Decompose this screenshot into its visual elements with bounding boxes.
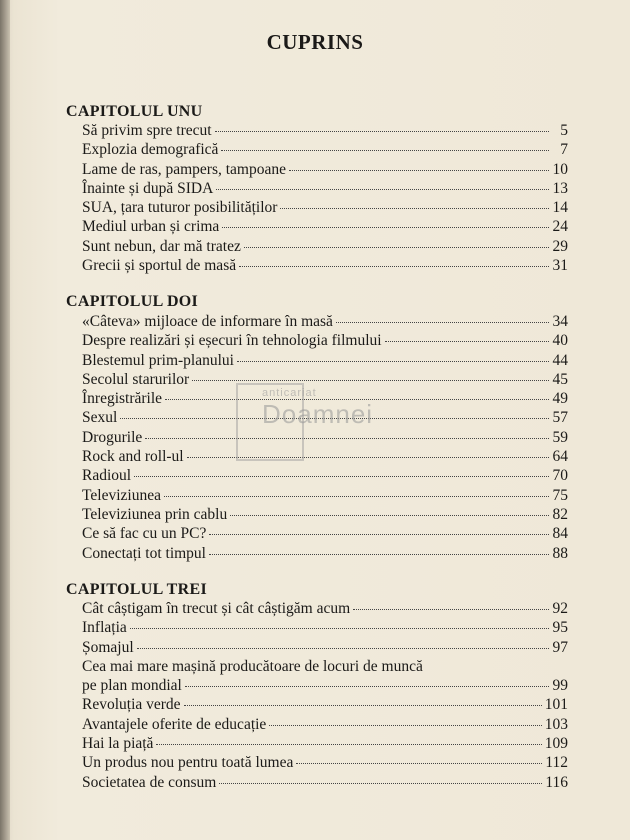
toc-entry xyxy=(82,658,568,677)
dot-leader xyxy=(134,476,549,477)
toc-entry-title: Radioul xyxy=(82,467,132,485)
toc-entry-title: pe plan mondial xyxy=(82,677,182,695)
toc-entry xyxy=(82,161,568,180)
toc-entry-page: 44 xyxy=(552,351,568,369)
toc-entry-page: 49 xyxy=(552,390,568,408)
dot-leader xyxy=(385,341,549,342)
toc-entry-page: 82 xyxy=(552,505,568,523)
page-title: CUPRINS xyxy=(266,30,364,54)
toc-entry xyxy=(82,735,568,754)
toc-entry xyxy=(82,238,568,257)
toc-entry-title: Înregistrările xyxy=(82,390,163,408)
dot-leader xyxy=(137,648,549,649)
toc-entry-page: 92 xyxy=(552,600,568,617)
toc-entry-title: Conectați tot timpul xyxy=(82,544,206,562)
dot-leader xyxy=(296,763,542,764)
dot-leader xyxy=(156,744,541,745)
toc-entry-page: 59 xyxy=(552,428,568,446)
toc-entry-title: Inflația xyxy=(82,619,127,637)
toc-entry xyxy=(82,448,568,467)
toc-entry-title: Ce să fac cu un PC? xyxy=(82,525,207,543)
dot-leader xyxy=(192,380,549,381)
toc-entry xyxy=(82,180,568,199)
toc-entry-page: 116 xyxy=(545,773,568,791)
toc-entry-title: SUA, țara tuturor posibilităților xyxy=(82,199,278,217)
chapter-2-entries xyxy=(82,313,568,564)
watermark-line-1: anticariat xyxy=(262,387,317,399)
toc-entry-title: Cea mai mare mașină producătoare de locuri de muncă xyxy=(82,657,423,675)
toc-entry xyxy=(82,696,568,715)
toc-entry xyxy=(82,313,568,332)
dot-leader xyxy=(221,150,549,151)
toc-entry-page: 88 xyxy=(552,544,568,562)
dot-leader xyxy=(230,515,549,516)
toc-entry xyxy=(82,487,568,506)
dot-leader xyxy=(239,266,549,267)
toc-entry xyxy=(82,467,568,486)
toc-entry-page: 112 xyxy=(545,754,568,772)
toc-entry-page: 14 xyxy=(552,199,568,217)
toc-entry-title: Să privim spre trecut xyxy=(82,122,212,139)
toc-entry xyxy=(82,199,568,218)
dot-leader xyxy=(215,131,549,132)
toc-entry xyxy=(82,141,568,160)
toc-entry xyxy=(82,639,568,658)
toc-entry xyxy=(82,122,568,141)
toc-entry-title: Avantajele oferite de educație xyxy=(82,715,267,733)
toc-entry-title: Mediul urban și crima xyxy=(82,218,220,236)
toc-entry-title: Sexul xyxy=(82,409,118,427)
toc-entry-page: 7 xyxy=(560,141,568,159)
toc-entry xyxy=(82,600,568,619)
toc-entry-title: Rock and roll-ul xyxy=(82,448,184,466)
toc-entry-page: 29 xyxy=(552,237,568,255)
watermark-line-2: Doamnei xyxy=(262,399,374,429)
toc-entry-page: 31 xyxy=(552,257,568,275)
toc-entry-page: 45 xyxy=(552,370,568,388)
toc-entry xyxy=(82,218,568,237)
chapter-3-entries xyxy=(82,600,568,793)
toc-entry xyxy=(82,506,568,525)
toc-entry-title: Televiziunea prin cablu xyxy=(82,505,228,523)
toc-entry xyxy=(82,619,568,638)
toc-entry xyxy=(82,774,568,793)
toc-entry xyxy=(82,332,568,351)
toc-entry-title: Societatea de consum xyxy=(82,773,217,791)
chapter-1-entries xyxy=(82,122,568,276)
toc-entry xyxy=(82,257,568,276)
toc-entry xyxy=(82,716,568,735)
dot-leader xyxy=(209,554,549,555)
toc-entry-page: 99 xyxy=(552,677,568,695)
toc-entry-page: 40 xyxy=(552,332,568,350)
toc-entry-page: 57 xyxy=(552,409,568,427)
dot-leader xyxy=(209,534,549,535)
dot-leader xyxy=(244,247,549,248)
watermark-logo xyxy=(262,388,373,427)
toc-entry-title: Revoluția verde xyxy=(82,696,181,714)
toc-entry-title: Explozia demografică xyxy=(82,141,219,159)
dot-leader xyxy=(164,496,549,497)
dot-leader xyxy=(353,609,549,610)
toc-entry-page: 10 xyxy=(552,160,568,178)
toc-entry-page: 70 xyxy=(552,467,568,485)
toc-entry-title: Televiziunea xyxy=(82,486,161,504)
toc-entry xyxy=(82,677,568,696)
dot-leader xyxy=(130,628,549,629)
dot-leader xyxy=(280,208,549,209)
toc-entry-page: 24 xyxy=(552,218,568,236)
toc-entry-page: 5 xyxy=(560,122,568,139)
toc-entry-page: 64 xyxy=(552,448,568,466)
toc-entry-title: Sunt nebun, dar mă tratez xyxy=(82,237,241,255)
toc-entry-title: Blestemul prim-planului xyxy=(82,351,234,369)
toc-entry-page: 13 xyxy=(552,179,568,197)
dot-leader xyxy=(336,322,549,323)
toc-entry-title: Despre realizări și eșecuri în tehnologia filmului xyxy=(82,332,382,350)
dot-leader xyxy=(184,705,542,706)
toc-entry-title: Un produs nou pentru toată lumea xyxy=(82,754,294,772)
toc-entry-title: Înainte și după SIDA xyxy=(82,179,214,197)
dot-leader xyxy=(219,783,542,784)
toc-entry xyxy=(82,545,568,564)
dot-leader xyxy=(222,227,549,228)
toc-entry-title: Șomajul xyxy=(82,638,134,656)
dot-leader xyxy=(185,686,549,687)
toc-entry-page: 75 xyxy=(552,486,568,504)
dot-leader xyxy=(289,170,549,171)
dot-leader xyxy=(237,361,549,362)
toc-entry-page: 84 xyxy=(552,525,568,543)
toc-entry xyxy=(82,352,568,371)
toc-entry-page: 34 xyxy=(552,313,568,330)
dot-leader xyxy=(216,189,549,190)
toc-entry-title: Hai la piață xyxy=(82,735,154,753)
toc-entry-page: 97 xyxy=(552,638,568,656)
chapter-heading-1: CAPITOLUL UNU xyxy=(66,103,203,120)
dot-leader xyxy=(145,438,549,439)
toc-entry xyxy=(82,429,568,448)
toc-entry-title: Secolul starurilor xyxy=(82,370,190,388)
toc-entry-title: Lame de ras, pampers, tampoane xyxy=(82,160,286,178)
toc-entry-page: 103 xyxy=(544,715,568,733)
toc-entry-page: 95 xyxy=(552,619,568,637)
toc-entry-title: «Câteva» mijloace de informare în masă xyxy=(82,313,333,330)
toc-entry-page: 109 xyxy=(544,735,568,753)
toc-entry-title: Grecii și sportul de masă xyxy=(82,257,237,275)
toc-entry xyxy=(82,754,568,773)
toc-entry-title: Cât câștigam în trecut și cât câștigăm acum xyxy=(82,600,351,617)
page-gutter xyxy=(0,0,10,840)
toc-entry-title: Drogurile xyxy=(82,428,143,446)
toc-entry xyxy=(82,525,568,544)
chapter-heading-3: CAPITOLUL TREI xyxy=(66,581,207,598)
dot-leader xyxy=(269,725,541,726)
toc-entry-page: 101 xyxy=(544,696,568,714)
chapter-heading-2: CAPITOLUL DOI xyxy=(66,293,199,310)
